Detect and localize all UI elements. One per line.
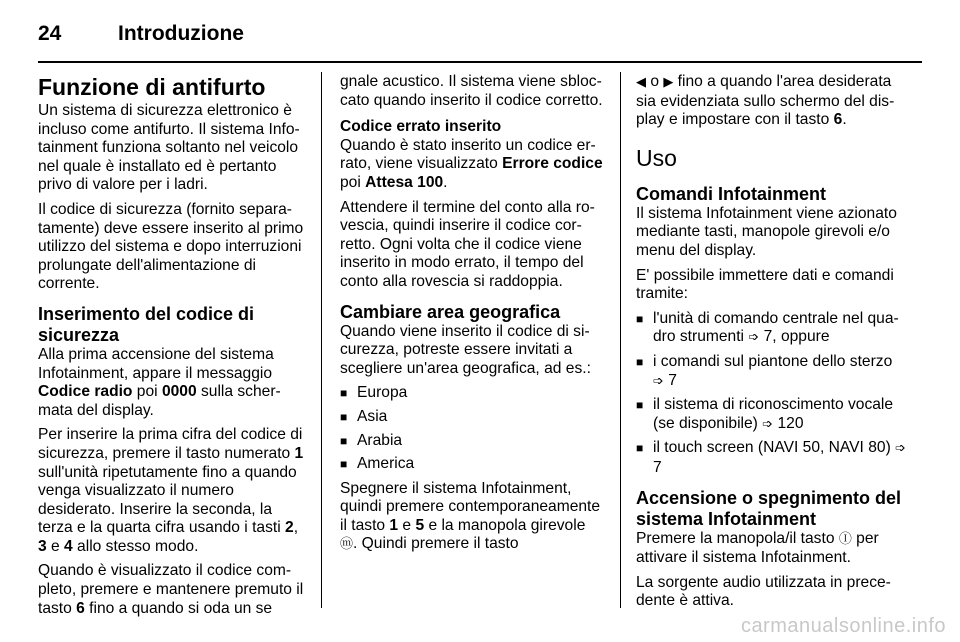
list-item: ■ i comandi sul piantone dello sterzo ➩ 7 xyxy=(636,353,906,391)
paragraph: Premere la manopola/il tasto Ⓘ per attivare il sistema Infotainment. xyxy=(636,529,879,567)
region-list xyxy=(340,384,604,473)
paragraph: gnale acustico. Il sistema viene sbloccato quando inserito il codice corretto. xyxy=(340,73,603,109)
paragraph: Il codice di sicurezza (fornito separatamente) deve essere inserito al primo utilizzo del sistema e dopo interruzioni prolungate dell'alimentazione di corrente. xyxy=(38,200,304,293)
paragraph: Quando è visualizzato il codice completo, premere e mantenere premuto il tasto 6 fino a quando si oda un se xyxy=(38,562,304,617)
section-title-antitheft: Funzione di antifurto xyxy=(38,74,266,100)
paragraph: Alla prima accensione del sistema Infotainment, appare il messaggio Codice radio poi 0000 sulla schermata del display. xyxy=(38,345,281,419)
subsection-title-power: Accensione o spegnimento del sistema Infotainment xyxy=(636,487,902,529)
subsection-title-controls: Comandi Infotainment xyxy=(636,183,826,204)
page-ref-icon: ➩ xyxy=(653,373,664,389)
watermark: carmanualsonline.info xyxy=(740,615,946,637)
list-item: ■ il touch screen (NAVI 50, NAVI 80) ➩ 7 xyxy=(636,439,906,477)
list-item: ■ Europa xyxy=(340,384,604,403)
paragraph: ◀ o ▶ fino a quando l'area desiderata sia evidenziata sullo schermo del display e impostare con il tasto 6. xyxy=(636,73,895,129)
column-separator-1 xyxy=(321,72,322,608)
paragraph: La sorgente audio utilizzata in precedente è attiva. xyxy=(636,573,891,610)
page-title: Introduzione xyxy=(118,22,244,45)
column-1 xyxy=(38,73,306,624)
page-ref-icon: ➩ xyxy=(748,330,760,346)
column-separator-2 xyxy=(620,72,621,608)
power-icon: Ⓘ xyxy=(838,531,852,547)
paragraph: Quando è stato inserito un codice errato, viene visualizzato Errore codice poi Attesa 100. xyxy=(340,136,603,191)
page-ref-icon: ➩ xyxy=(762,416,774,432)
paragraph: Un sistema di sicurezza elettronico è incluso come antifurto. Il sistema Infotainment funziona soltanto nel veicolo nel quale è installato ed è pertanto privo di valore per i ladri. xyxy=(38,102,300,194)
list-item: ■ l'unità di comando centrale nel quadro strumenti ➩ 7, oppure xyxy=(636,310,906,348)
right-arrow-icon: ▶ xyxy=(663,75,674,90)
page-header xyxy=(38,14,244,54)
left-arrow-icon: ◀ xyxy=(636,75,646,90)
column-3 xyxy=(636,73,906,617)
header-rule xyxy=(38,61,922,63)
page-number: 24 xyxy=(38,22,62,45)
paragraph: Il sistema Infotainment viene azionato mediante tasti, manopole girevoli e/o menu del display. xyxy=(636,204,897,259)
list-item: ■ Arabia xyxy=(340,432,604,451)
paragraph: Quando viene inserito il codice di sicurezza, potreste essere invitati a scegliere un'area geografica, ad es.: xyxy=(340,322,591,377)
section-title-uso: Uso xyxy=(636,144,677,171)
subsection-title-wrong-code: Codice errato inserito xyxy=(340,118,502,136)
paragraph: Per inserire la prima cifra del codice di sicurezza, premere il tasto numerato 1 sull'unità ripetutamente fino a quando venga visualizzato il numero desiderato. Inserire la seconda, la terza e la quarta cifra usando i tasti 2, 3 e 4 allo stesso modo. xyxy=(38,426,304,555)
paragraph: E' possibile immettere dati e comandi tramite: xyxy=(636,266,894,303)
column-2 xyxy=(340,73,604,561)
subsection-title-insert-code: Inserimento del codice di sicurezza xyxy=(38,303,255,345)
paragraph: Spegnere il sistema Infotainment, quindi premere contemporaneamente il tasto 1 e 5 e la manopola girevole ⓜ. Quindi premere il tasto xyxy=(340,479,601,553)
input-methods-list xyxy=(636,310,906,478)
rotary-knob-icon: ⓜ xyxy=(340,537,354,553)
list-item: ■ il sistema di riconoscimento vocale (se disponibile) ➩ 120 xyxy=(636,396,906,434)
list-item: ■ America xyxy=(340,455,604,474)
page-ref-icon: ➩ xyxy=(895,441,906,457)
list-item: ■ Asia xyxy=(340,408,604,427)
subsection-title-change-area: Cambiare area geografica xyxy=(340,301,561,322)
paragraph: Attendere il termine del conto alla rovescia, quindi inserire il codice corretto. Ogni volta che il codice viene inserito in modo errato, il tempo del conto alla rovescia si raddoppia. xyxy=(340,198,595,290)
